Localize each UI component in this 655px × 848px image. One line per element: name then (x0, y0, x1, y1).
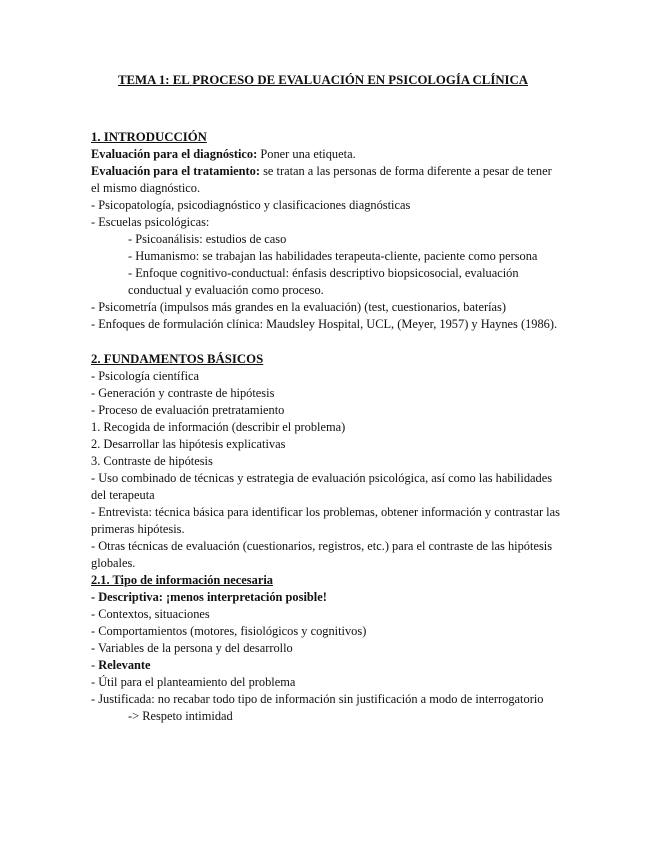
descriptiva-item: - Comportamientos (motores, fisiológicos y cognitivos) (91, 624, 367, 638)
respeto-line: -> Respeto intimidad (128, 709, 233, 723)
fundamentos-line: - Generación y contraste de hipótesis (91, 386, 275, 400)
section-2-1-heading: 2.1. Tipo de información necesaria (91, 573, 273, 587)
util-line: - Útil para el planteamiento del problema (91, 675, 296, 689)
fundamentos-line: - Entrevista: técnica básica para identificar los problemas, obtener información y contrastar las primeras hipótesis. (91, 505, 560, 536)
tratamiento-line (91, 163, 561, 197)
psicopatologia-line: - Psicopatología, psicodiagnóstico y clasificaciones diagnósticas (91, 198, 411, 212)
tratamiento-label: Evaluación para el tratamiento: (91, 164, 260, 178)
fundamentos-line: 1. Recogida de información (describir el problema) (91, 420, 346, 434)
fundamentos-line: - Proceso de evaluación pretratamiento (91, 403, 285, 417)
fundamentos-line: 3. Contraste de hipótesis (91, 454, 213, 468)
diagnostico-line (91, 146, 561, 163)
escuela-item: - Psicoanálisis: estudios de caso (128, 232, 287, 246)
document-page (91, 72, 561, 725)
section-1-heading: 1. INTRODUCCIÓN (91, 130, 207, 144)
escuela-item: - Enfoque cognitivo-conductual: énfasis descriptivo biopsicosocial, evaluación conductual y evaluación como proceso. (128, 266, 519, 297)
tratamiento-text: se tratan a las personas de forma diferente a pesar de tener el mismo diagnóstico. (91, 164, 552, 195)
psicometria-line: - Psicometría (impulsos más grandes en la evaluación) (test, cuestionarios, baterías) (91, 300, 506, 314)
escuela-item: - Humanismo: se trabajan las habilidades terapeuta-cliente, paciente como persona (128, 249, 538, 263)
relevante-line (91, 657, 561, 674)
fundamentos-line: - Otras técnicas de evaluación (cuestionarios, registros, etc.) para el contraste de las hipótesis globales. (91, 539, 553, 570)
fundamentos-line: - Uso combinado de técnicas y estrategia de evaluación psicológica, así como las habilidades del terapeuta (91, 471, 553, 502)
justificada-line: - Justificada: no recabar todo tipo de información sin justificación a modo de interrogatorio (91, 692, 544, 706)
fundamentos-line: - Psicología científica (91, 369, 200, 383)
fundamentos-line: 2. Desarrollar las hipótesis explicativas (91, 437, 286, 451)
enfoques-line: - Enfoques de formulación clínica: Maudsley Hospital, UCL, (Meyer, 1957) y Haynes (1986). (91, 317, 558, 331)
diagnostico-label: Evaluación para el diagnóstico: (91, 147, 258, 161)
relevante-label: Relevante (98, 658, 151, 672)
document-title: TEMA 1: EL PROCESO DE EVALUACIÓN EN PSICOLOGÍA CLÍNICA (117, 73, 529, 87)
relevante-dash: - (91, 658, 99, 672)
escuelas-line: - Escuelas psicológicas: (91, 215, 210, 229)
descriptiva-item: - Contextos, situaciones (91, 607, 210, 621)
diagnostico-text: Poner una etiqueta. (257, 147, 356, 161)
descriptiva-item: - Variables de la persona y del desarrollo (91, 641, 293, 655)
section-2-heading: 2. FUNDAMENTOS BÁSICOS (91, 352, 264, 366)
descriptiva-line: - Descriptiva: ¡menos interpretación posible! (91, 590, 327, 604)
